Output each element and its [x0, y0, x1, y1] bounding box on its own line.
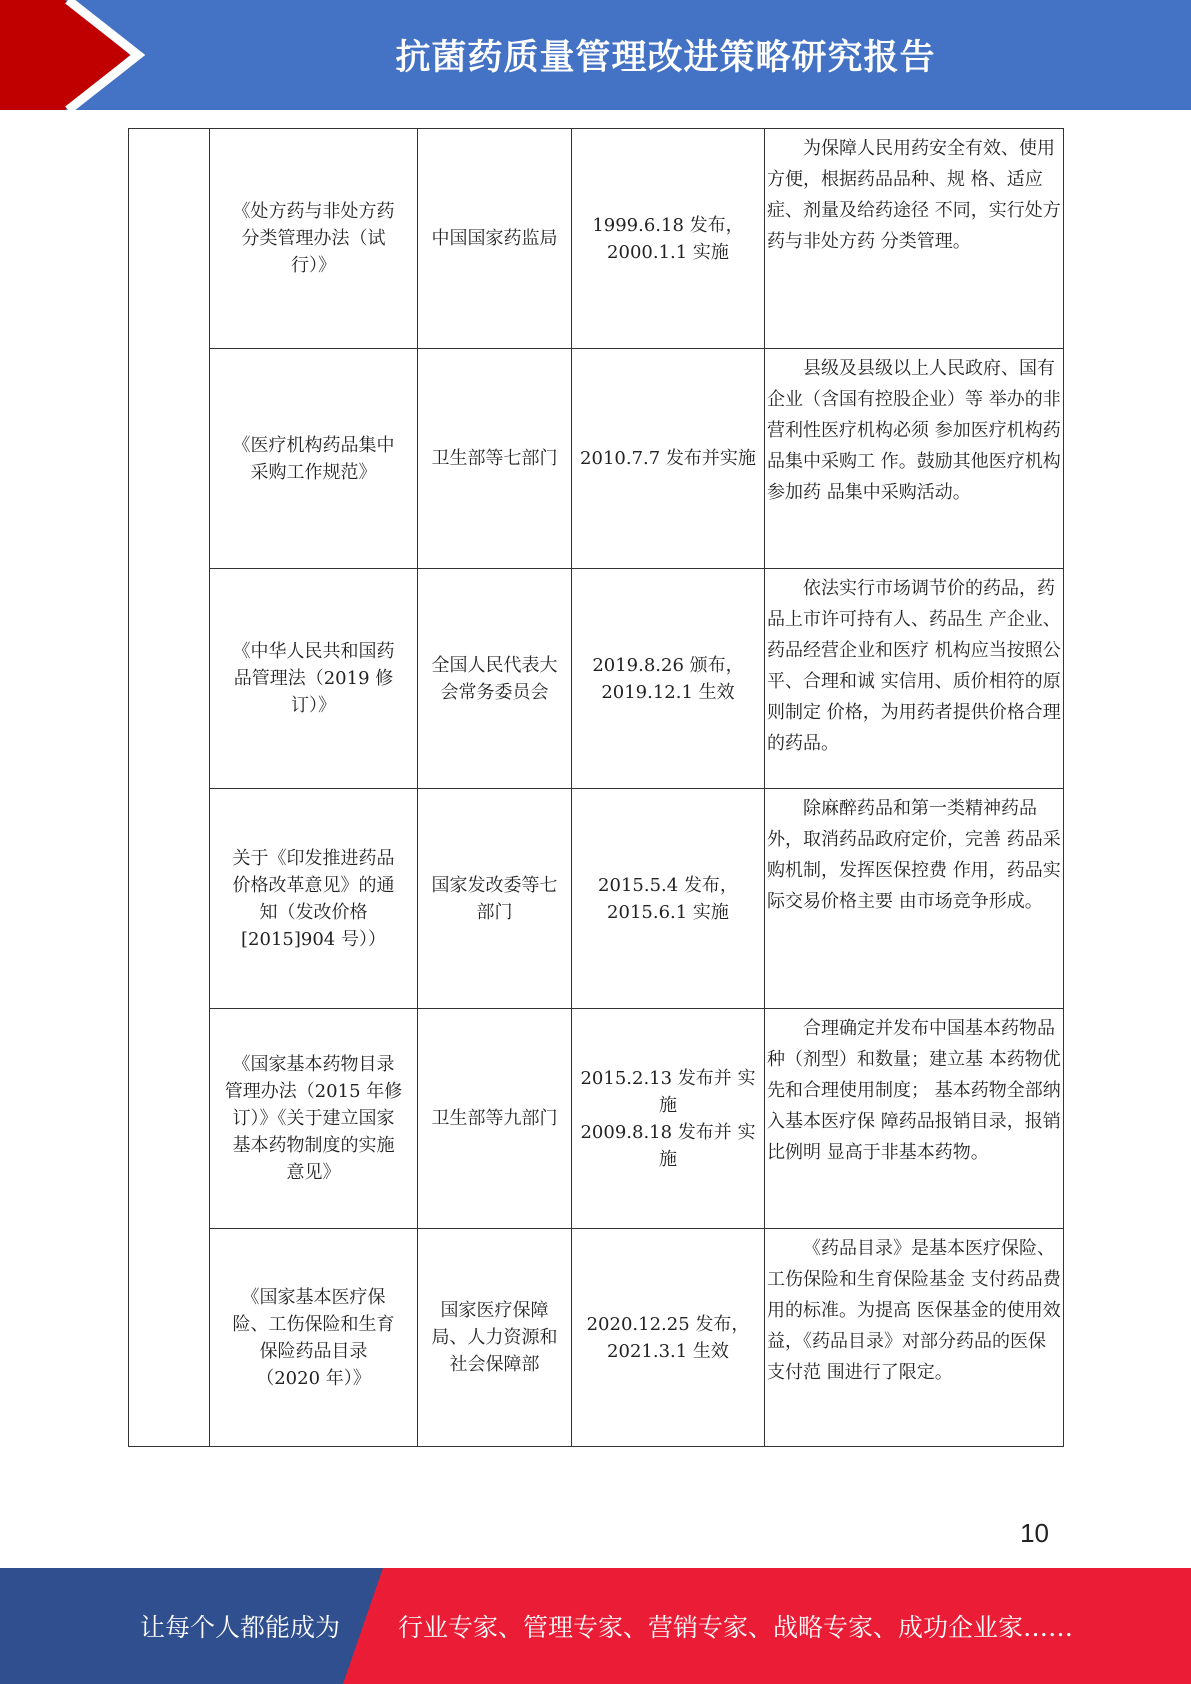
policy-table — [128, 128, 1064, 1447]
policy-content-cell — [765, 1009, 1064, 1229]
issuing-department: 卫生部等九部门 — [431, 1108, 558, 1129]
policy-content: 为保障人民用药安全有效、使用方便，根据药品品种、规 格、适应症、剂量及给药途径 不同，实行处方药与非处方药 分类管理。 — [767, 138, 1061, 252]
policy-content: 除麻醉药品和第一类精神药品外，取消药品政府定价，完善 药品采购机制，发挥医保控费 作用，药品实际交易价格主要 由市场竞争形成。 — [767, 798, 1061, 912]
policy-content-cell — [765, 569, 1064, 789]
table-row — [129, 129, 1064, 349]
issuing-department: 全国人民代表大 会常务委员会 — [431, 654, 558, 703]
issue-date-cell — [572, 1009, 765, 1229]
policy-content: 县级及县级以上人民政府、国有企业（含国有控股企业）等 举办的非营利性医疗机构必须 参加医疗机构药品集中采购工 作。鼓励其他医疗机构参加药 品集中采购活动。 — [767, 358, 1061, 503]
issuing-department-cell — [418, 569, 572, 789]
policy-name: 《国家基本药物目录 管理办法（2015 年修 订）》《关于建立国家 基本药物制度的实施 意见》 — [224, 1054, 403, 1183]
issuing-department: 国家发改委等七 部门 — [431, 874, 558, 923]
policy-name: 《国家基本医疗保 险、工伤保险和生育 保险药品目录 （2020 年）》 — [232, 1286, 395, 1389]
policy-name: 《中华人民共和国药 品管理法（2019 修 订）》 — [232, 641, 395, 716]
table-row — [129, 569, 1064, 789]
policy-name-cell — [210, 1009, 418, 1229]
policy-name: 《处方药与非处方药 分类管理办法（试 行）》 — [232, 201, 395, 276]
policy-content: 依法实行市场调节价的药品，药品上市许可持有人、药品生 产企业、药品经营企业和医疗 机构应当按照公平、合理和诚 实信用、质价相符的原则制定 价格，为用药者提供价格合理 的药品。 — [767, 578, 1061, 754]
red-arrow-shape — [0, 0, 130, 110]
issue-date-cell — [572, 569, 765, 789]
issuing-department-cell — [418, 349, 572, 569]
issuing-department: 中国国家药监局 — [431, 228, 558, 249]
table-row — [129, 789, 1064, 1009]
policy-content-cell — [765, 1229, 1064, 1447]
issuing-department: 国家医疗保障 局、人力资源和 社会保障部 — [431, 1300, 558, 1375]
policy-content-cell — [765, 789, 1064, 1009]
policy-name-cell — [210, 349, 418, 569]
header-bar — [0, 0, 1191, 110]
issuing-department-cell — [418, 1009, 572, 1229]
issuing-department-cell — [418, 1229, 572, 1447]
merged-category-cell — [129, 129, 210, 1447]
page-number: 10 — [1020, 1518, 1049, 1548]
policy-content-cell — [765, 349, 1064, 569]
issue-date: 1999.6.18 发布， 2000.1.1 实施 — [592, 214, 744, 263]
policy-name-cell — [210, 789, 418, 1009]
policy-name-cell — [210, 569, 418, 789]
policy-name: 关于《印发推进药品 价格改革意见》的通 知（发改价格 [2015]904 号）） — [232, 847, 395, 950]
policy-content: 合理确定并发布中国基本药物品种（剂型）和数量；建立基 本药物优先和合理使用制度； 基本药物全部纳入基本医疗保 障药品报销目录，报销比例明 显高于非基本药物。 — [767, 1018, 1061, 1163]
issue-date-cell — [572, 129, 765, 349]
issue-date-cell — [572, 789, 765, 1009]
issue-date: 2020.12.25 发布， 2021.3.1 生效 — [586, 1313, 750, 1362]
issue-date: 2015.5.4 发布， 2015.6.1 实施 — [598, 874, 738, 923]
issue-date: 2010.7.7 发布并实施 — [580, 448, 756, 469]
issuing-department-cell — [418, 789, 572, 1009]
header-arrow-shape — [0, 0, 160, 110]
issue-date-cell — [572, 349, 765, 569]
footer-slogan-roles: 行业专家、管理专家、营销专家、战略专家、成功企业家…… — [398, 1613, 1074, 1642]
report-title: 抗菌药质量管理改进策略研究报告 — [395, 38, 936, 78]
policy-name: 《医疗机构药品集中 采购工作规范》 — [232, 434, 395, 483]
issuing-department-cell — [418, 129, 572, 349]
issue-date: 2015.2.13 发布并 实 施 2009.8.18 发布并 实 施 — [580, 1067, 756, 1170]
policy-name-cell — [210, 1229, 418, 1447]
footer-slogan-lead: 让每个人都能成为 — [140, 1613, 341, 1642]
policy-content-cell — [765, 129, 1064, 349]
issue-date: 2019.8.26 颁布， 2019.12.1 生效 — [592, 654, 744, 703]
issuing-department: 卫生部等七部门 — [431, 448, 558, 469]
table-row — [129, 1229, 1064, 1447]
policy-content: 《药品目录》是基本医疗保险、工伤保险和生育保险基金 支付药品费用的标准。为提高 医保基金的使用效益，《药品目录》对部分药品的医保支付范 围进行了限定。 — [767, 1238, 1061, 1383]
table-row — [129, 1009, 1064, 1229]
policy-name-cell — [210, 129, 418, 349]
table-row — [129, 349, 1064, 569]
footer-banner — [0, 1568, 1191, 1684]
issue-date-cell — [572, 1229, 765, 1447]
